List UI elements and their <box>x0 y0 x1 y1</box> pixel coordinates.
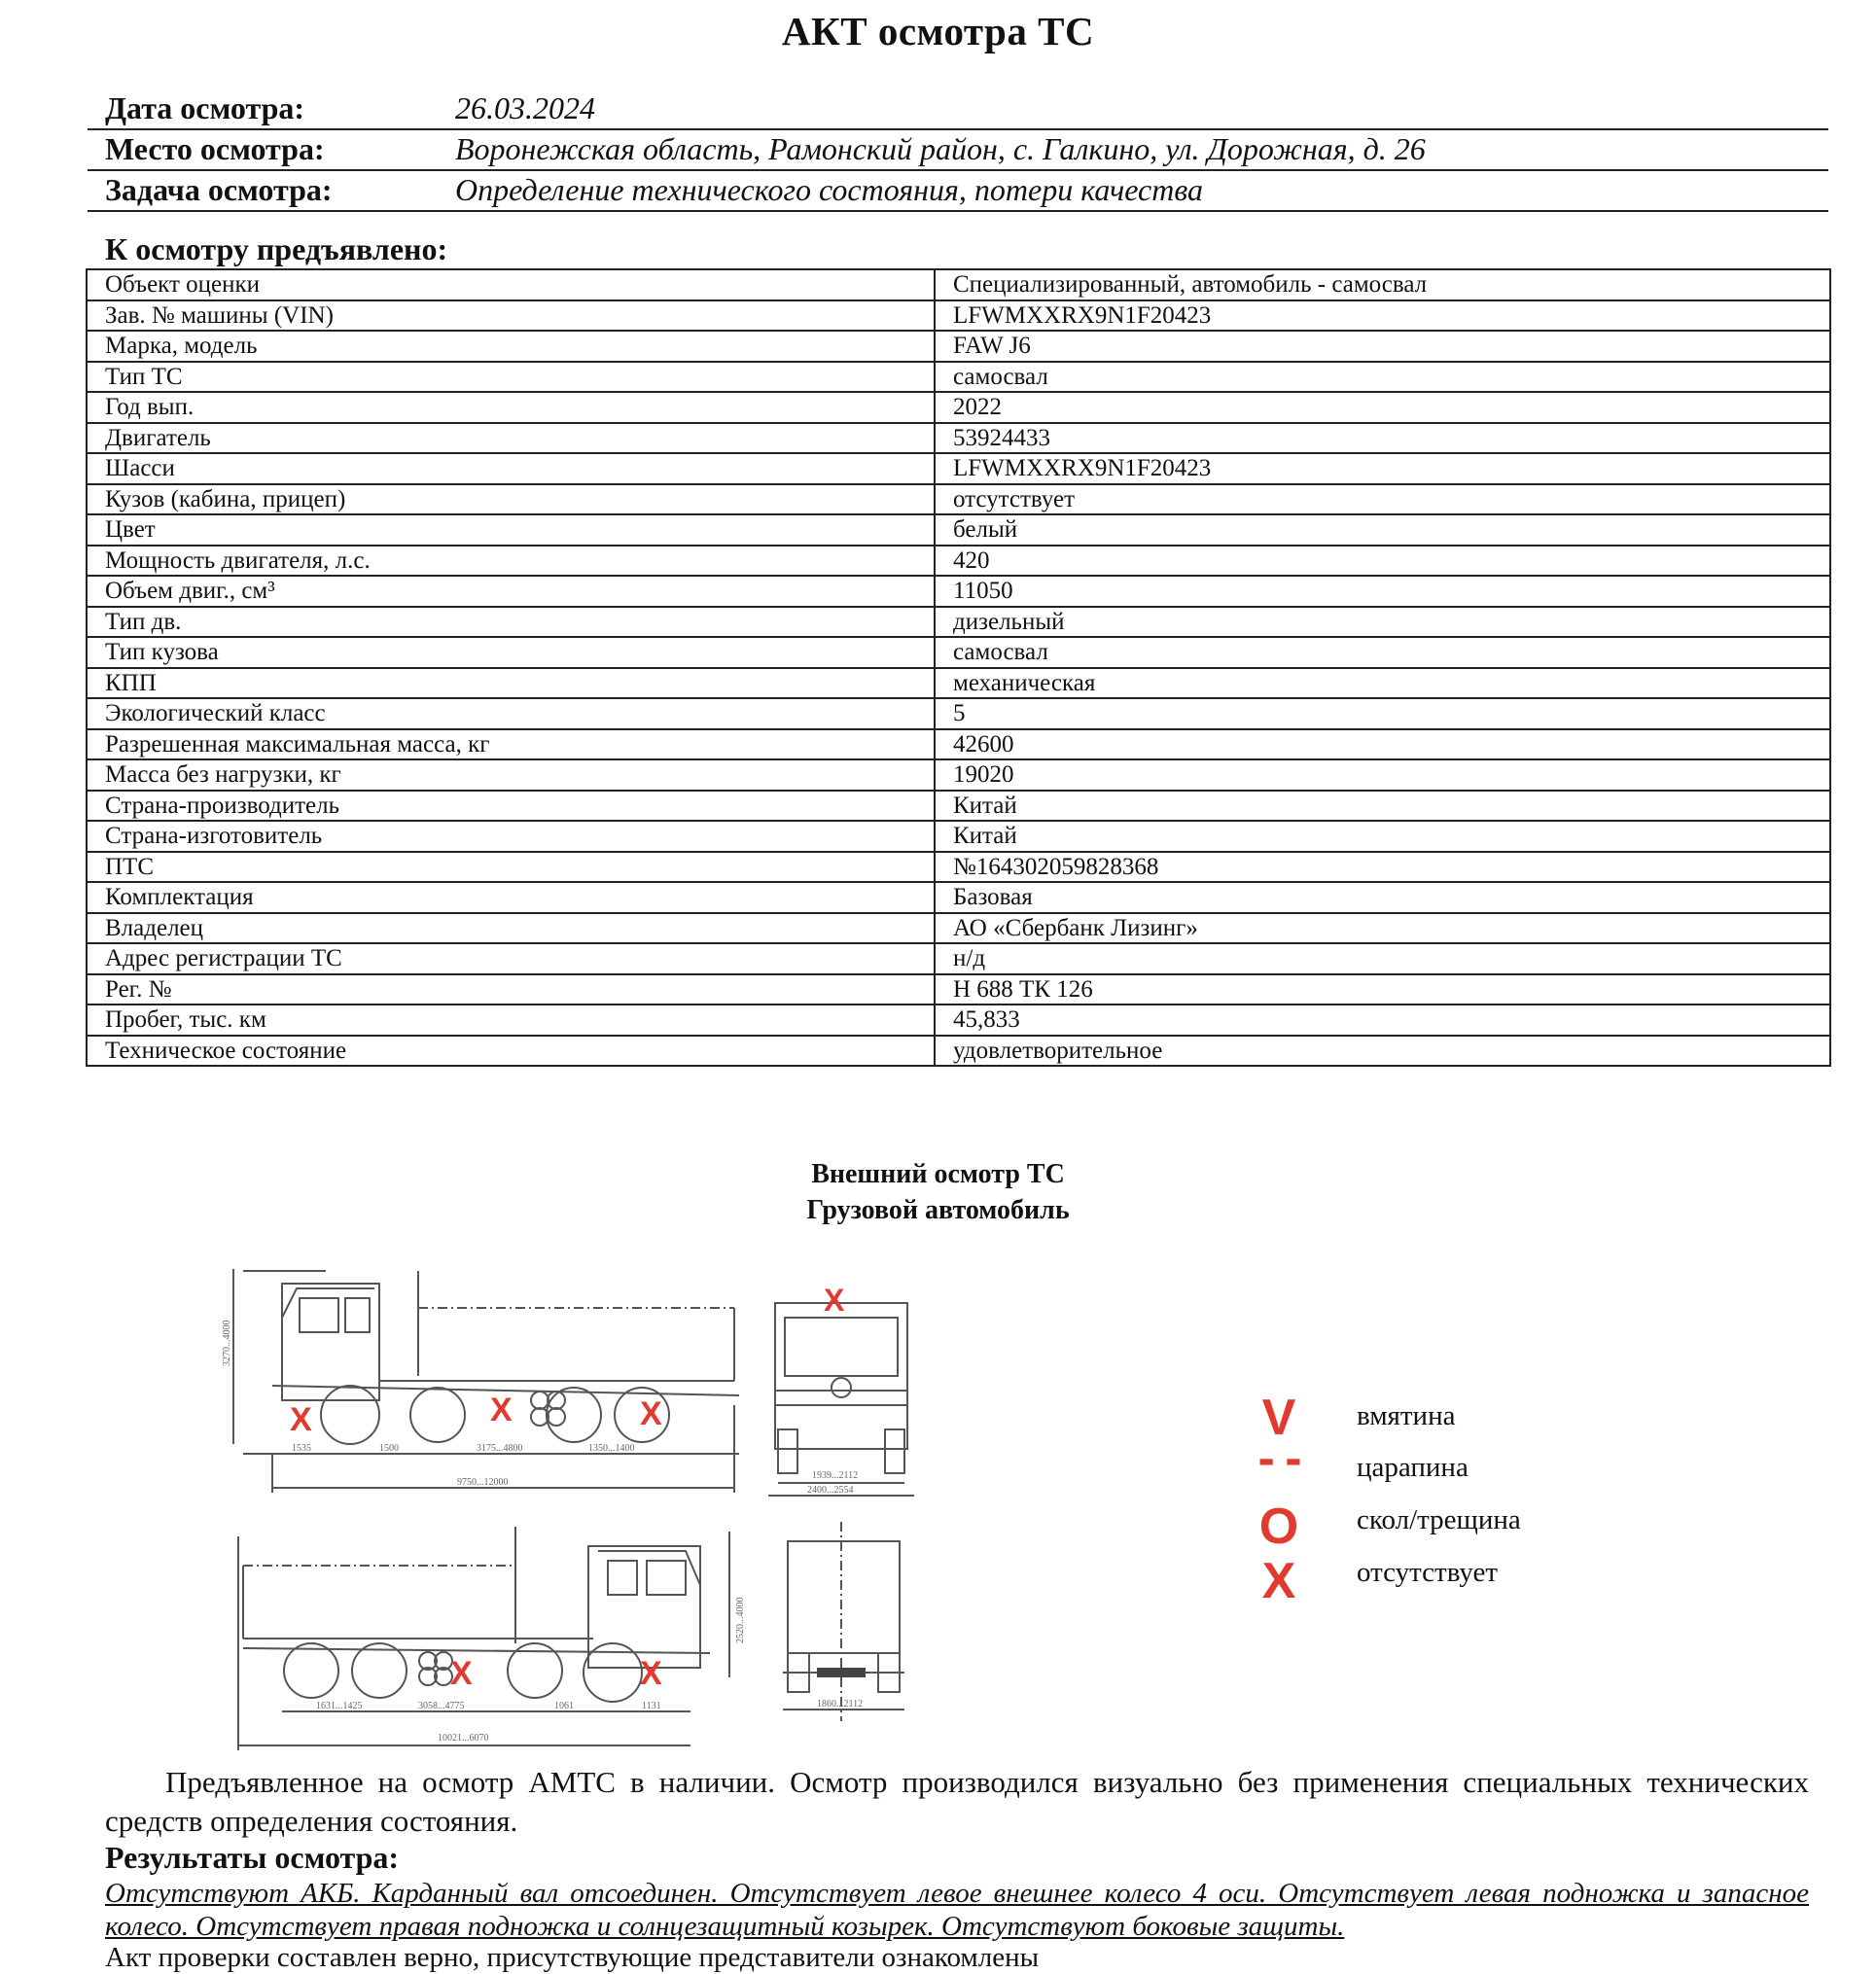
table-row <box>87 1005 1830 1036</box>
date-value: 26.03.2024 <box>455 90 595 125</box>
dimension-text: 9750...12000 <box>457 1477 509 1488</box>
spec-value: 11050 <box>935 576 1830 607</box>
dimension-text: 1535 <box>292 1443 311 1454</box>
table-row <box>87 791 1830 822</box>
spec-key: Шасси <box>87 453 935 484</box>
spec-value: белый <box>935 514 1830 546</box>
table-row <box>87 698 1830 729</box>
truck-rear-drawing <box>773 1517 919 1726</box>
spec-value: отсутствует <box>935 484 1830 515</box>
task-label: Задача осмотра: <box>105 172 333 207</box>
damage-marker-x: X <box>824 1284 845 1318</box>
spec-value: 45,833 <box>935 1005 1830 1036</box>
spec-value: 42600 <box>935 729 1830 760</box>
spec-key: Мощность двигателя, л.с. <box>87 546 935 577</box>
table-row <box>87 331 1830 362</box>
spec-key: Адрес регистрации ТС <box>87 943 935 974</box>
spec-key: Зав. № машины (VIN) <box>87 300 935 332</box>
spec-key: Владелец <box>87 913 935 944</box>
spec-value: дизельный <box>935 607 1830 638</box>
table-row <box>87 974 1830 1005</box>
spec-value: LFWMXXRX9N1F20423 <box>935 300 1830 332</box>
spec-value: самосвал <box>935 362 1830 393</box>
dent-icon: V <box>1261 1390 1296 1446</box>
spec-value: 420 <box>935 546 1830 577</box>
dimension-text: 1860...2112 <box>817 1699 864 1710</box>
results-heading: Результаты осмотра: <box>105 1840 400 1875</box>
table-row <box>87 668 1830 699</box>
spec-key: Масса без нагрузки, кг <box>87 759 935 791</box>
dimension-text: 2520...4000 <box>735 1597 746 1643</box>
spec-value: LFWMXXRX9N1F20423 <box>935 453 1830 484</box>
legend-label-missing: отсутствует <box>1357 1557 1499 1588</box>
date-label: Дата осмотра: <box>105 90 305 125</box>
dimension-text: 2400...2554 <box>807 1485 854 1496</box>
spec-value: №164302059828368 <box>935 852 1830 883</box>
spec-key: Двигатель <box>87 423 935 454</box>
damage-marker-x: X <box>490 1392 513 1428</box>
date-row <box>88 88 1828 130</box>
spec-value: Н 688 ТК 126 <box>935 974 1830 1005</box>
place-row <box>88 128 1828 171</box>
damage-marker-x: X <box>640 1655 662 1692</box>
spec-key: Комплектация <box>87 882 935 913</box>
missing-icon: X <box>1261 1553 1296 1609</box>
spec-key: Кузов (кабина, прицеп) <box>87 484 935 515</box>
spec-key: Объект оценки <box>87 269 935 300</box>
spec-key: Год вып. <box>87 392 935 423</box>
place-value: Воронежская область, Рамонский район, с. Галкино, ул. Дорожная, д. 26 <box>455 131 1426 166</box>
spec-key: КПП <box>87 668 935 699</box>
spec-value: Базовая <box>935 882 1830 913</box>
dimension-text: 1500 <box>379 1443 399 1454</box>
table-row <box>87 423 1830 454</box>
exterior-heading: Внешний осмотр ТС <box>811 1159 1065 1189</box>
truck-front-drawing <box>763 1284 919 1502</box>
dimension-text: 3058...4775 <box>418 1701 465 1711</box>
table-row <box>87 453 1830 484</box>
legend-label-scratch: царапина <box>1357 1452 1469 1483</box>
spec-key: Разрешенная максимальная масса, кг <box>87 729 935 760</box>
axle-block <box>817 1668 866 1677</box>
spec-value: Специализированный, автомобиль - самосвал <box>935 269 1830 300</box>
damage-legend <box>1235 1391 1673 1614</box>
legend-label-chip-crack: скол/трещина <box>1357 1504 1521 1535</box>
table-row <box>87 269 1830 300</box>
presented-text: Предъявленное на осмотр АМТС в наличии. Осмотр производился визуально без применения специальных технических средств определения состояния. <box>105 1765 1809 1838</box>
spec-key: Пробег, тыс. км <box>87 1005 935 1036</box>
spec-value: FAW J6 <box>935 331 1830 362</box>
task-value: Определение технического состояния, потери качества <box>455 172 1203 207</box>
spec-value: 19020 <box>935 759 1830 791</box>
table-row <box>87 300 1830 332</box>
dimension-text: 3270...4000 <box>222 1320 232 1366</box>
truck-left-side-drawing <box>214 1259 759 1502</box>
task-row <box>88 169 1828 212</box>
spec-key: Техническое состояние <box>87 1036 935 1067</box>
table-row <box>87 882 1830 913</box>
spec-value: 2022 <box>935 392 1830 423</box>
damage-marker-x: X <box>640 1395 662 1432</box>
table-row <box>87 759 1830 791</box>
closing-text: Акт проверки составлен верно, присутствующие представители ознакомлены <box>105 1942 1040 1973</box>
dimension-text: 1350...1400 <box>588 1443 635 1454</box>
spec-key: Страна-производитель <box>87 791 935 822</box>
spec-value: удовлетворительное <box>935 1036 1830 1067</box>
spec-key: Цвет <box>87 514 935 546</box>
specs-table <box>86 268 1831 1067</box>
exterior-subheading: Грузовой автомобиль <box>806 1195 1070 1225</box>
spec-value: самосвал <box>935 637 1830 668</box>
spec-value: 53924433 <box>935 423 1830 454</box>
chip-crack-icon: O <box>1258 1498 1299 1555</box>
table-row <box>87 637 1830 668</box>
spec-key: Рег. № <box>87 974 935 1005</box>
spec-key: Тип кузова <box>87 637 935 668</box>
dimension-text: 1061 <box>554 1701 574 1711</box>
place-label: Место осмотра: <box>105 131 325 166</box>
dimension-text: 1939...2112 <box>812 1470 859 1481</box>
table-row <box>87 1036 1830 1067</box>
table-row <box>87 576 1830 607</box>
spec-key: Страна-изготовитель <box>87 821 935 852</box>
spec-value: 5 <box>935 698 1830 729</box>
table-row <box>87 607 1830 638</box>
spec-key: Тип ТС <box>87 362 935 393</box>
table-row <box>87 913 1830 944</box>
presented-heading: К осмотру предъявлено: <box>105 231 448 266</box>
table-row <box>87 514 1830 546</box>
table-row <box>87 821 1830 852</box>
table-row <box>87 729 1830 760</box>
truck-right-side-drawing <box>224 1517 759 1755</box>
spec-key: Тип дв. <box>87 607 935 638</box>
spec-value: АО «Сбербанк Лизинг» <box>935 913 1830 944</box>
table-row <box>87 546 1830 577</box>
presented-paragraph <box>105 1763 1809 1841</box>
table-row <box>87 852 1830 883</box>
document-title: АКТ осмотра ТС <box>781 9 1095 53</box>
table-row <box>87 484 1830 515</box>
spec-value: Китай <box>935 791 1830 822</box>
spec-key: Экологический класс <box>87 698 935 729</box>
scratch-icon: - - <box>1257 1430 1300 1487</box>
dimension-text: 1131 <box>642 1701 661 1711</box>
table-row <box>87 943 1830 974</box>
spec-key: Марка, модель <box>87 331 935 362</box>
dimension-text: 3175...4800 <box>477 1443 523 1454</box>
damage-marker-x: X <box>290 1401 312 1438</box>
table-row <box>87 392 1830 423</box>
dimension-text: 1631...1425 <box>316 1701 363 1711</box>
table-row <box>87 362 1830 393</box>
results-text: Отсутствуют АКБ. Карданный вал отсоединен. Отсутствует левое внешнее колесо 4 оси. Отсутствует левая подножка и запасное колесо. Отсутствует правая подножка и солнцезащитный козырек. Отсутствуют боковые защиты. <box>105 1878 1809 1942</box>
dimension-text: 10021...6070 <box>438 1733 489 1744</box>
legend-label-dent: вмятина <box>1357 1400 1456 1431</box>
damage-marker-x: X <box>450 1655 473 1692</box>
spec-key: ПТС <box>87 852 935 883</box>
spec-value: н/д <box>935 943 1830 974</box>
spec-key: Объем двиг., см³ <box>87 576 935 607</box>
spec-value: Китай <box>935 821 1830 852</box>
spec-value: механическая <box>935 668 1830 699</box>
